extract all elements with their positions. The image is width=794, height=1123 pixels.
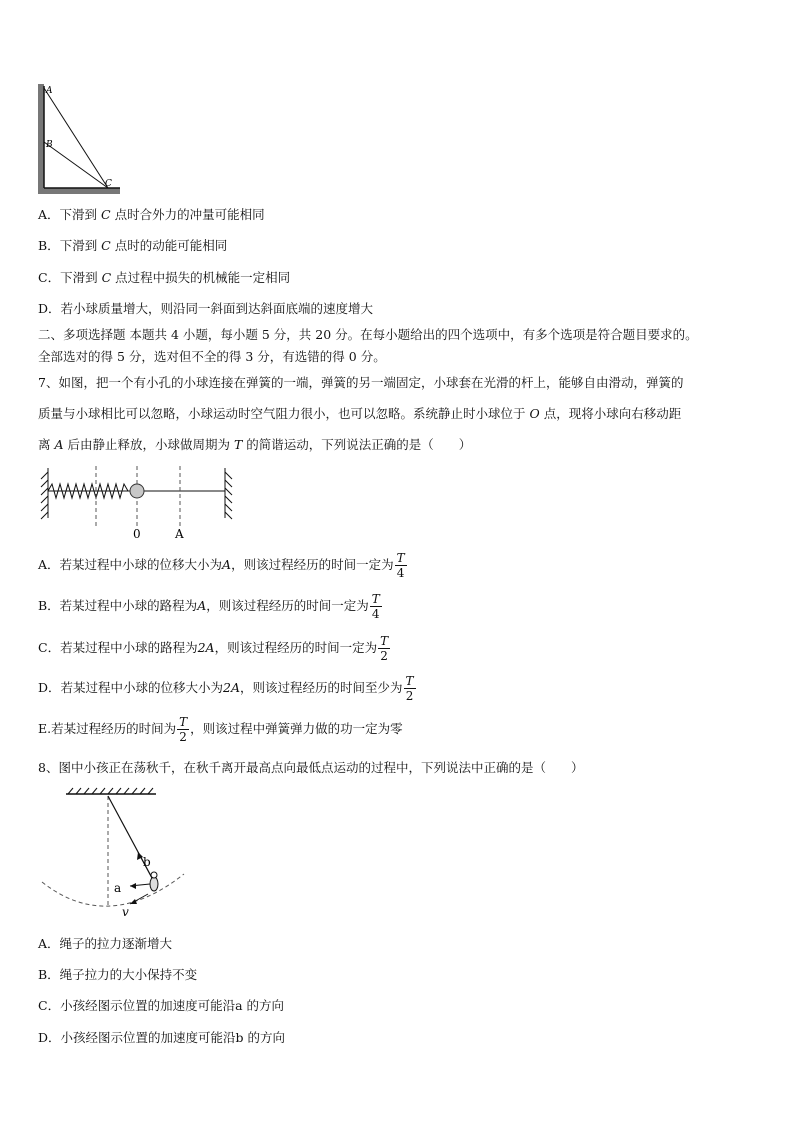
- q8-option-d: D．小孩经图示位置的加速度可能沿b 的方向: [38, 1030, 285, 1045]
- q7-option-d: D．若某过程中小球的位移大小为2A，则该过程经历的时间至少为 $\frac{T}{2}$: [38, 674, 414, 703]
- right-wall: [225, 468, 232, 519]
- spring-figure: [38, 466, 238, 542]
- q6-option-a: A．下滑到 C 点时合外力的冲量可能相同: [38, 207, 265, 222]
- q8-option-a: A．绳子的拉力逐渐增大: [38, 936, 173, 951]
- swing-path: [42, 874, 184, 906]
- q8-option-c: C．小孩经图示位置的加速度可能沿a 的方向: [38, 998, 284, 1013]
- label-v-vector: v: [122, 905, 129, 919]
- q7-stem-line3: 离 A 后由静止释放，小球做周期为 T 的简谐运动，下列说法正确的是（ ）: [38, 437, 472, 452]
- left-wall: [41, 468, 48, 519]
- incline-ac: [44, 88, 108, 188]
- swing-figure: [38, 786, 198, 922]
- section2-line1: 二、多项选择题 本题共 4 小题，每小题 5 分，共 20 分。在每小题给出的四个选项中，有多个选项是符合题目要求的。: [38, 327, 698, 342]
- q8-stem: 8、图中小孩正在荡秋千，在秋千离开最高点向最低点运动的过程中，下列说法中正确的是（ ）: [38, 760, 584, 775]
- child-head: [151, 872, 157, 878]
- q7-stem-line1: 7、如图，把一个有小孔的小球连接在弹簧的一端，弹簧的另一端固定，小球套在光滑的杆上，能够自由滑动，弹簧的: [38, 375, 684, 390]
- q7-option-a: A．若某过程中小球的位移大小为A，则该过程经历的时间一定为 $\frac{T}{4}$: [38, 551, 405, 580]
- label-a: A: [46, 86, 53, 96]
- q7-option-e: E.若某过程经历的时间为 $\frac{T}{2}$ ，则该过程中弹簧弹力做的功一定为零: [38, 715, 403, 744]
- label-a-position: A: [175, 527, 184, 541]
- q7-option-c: C．若某过程中小球的路程为2A，则该过程经历的时间一定为 $\frac{T}{2}$: [38, 634, 389, 663]
- label-a-vector: a: [114, 881, 122, 895]
- label-b: B: [46, 140, 53, 150]
- section2-line2: 全部选对的得 5 分，选对但不全的得 3 分，有选错的得 0 分。: [38, 349, 386, 364]
- q6-option-c: C．下滑到 C 点过程中损失的机械能一定相同: [38, 270, 291, 285]
- label-o: 0: [133, 527, 141, 541]
- child: [150, 877, 158, 891]
- label-b-vector: b: [143, 855, 151, 869]
- q7-stem-line2: 质量与小球相比可以忽略，小球运动时空气阻力很小，也可以忽略。系统静止时小球位于 O 点，现将小球向右移动距: [38, 406, 682, 421]
- wall-hatch: [38, 84, 44, 194]
- q7-option-b: B．若某过程中小球的路程为A，则该过程经历的时间一定为 $\frac{T}{4}$: [38, 592, 380, 621]
- incline-figure: [36, 82, 122, 196]
- q6-option-d: D．若小球质量增大，则沿同一斜面到达斜面底端的速度增大: [38, 301, 374, 316]
- label-c: C: [105, 179, 112, 189]
- q8-option-b: B．绳子拉力的大小保持不变: [38, 967, 198, 982]
- incline-bc: [44, 142, 108, 188]
- q6-option-b: B．下滑到 C 点时的动能可能相同: [38, 238, 228, 253]
- ball: [130, 484, 144, 498]
- ceiling-hatch: [68, 788, 153, 794]
